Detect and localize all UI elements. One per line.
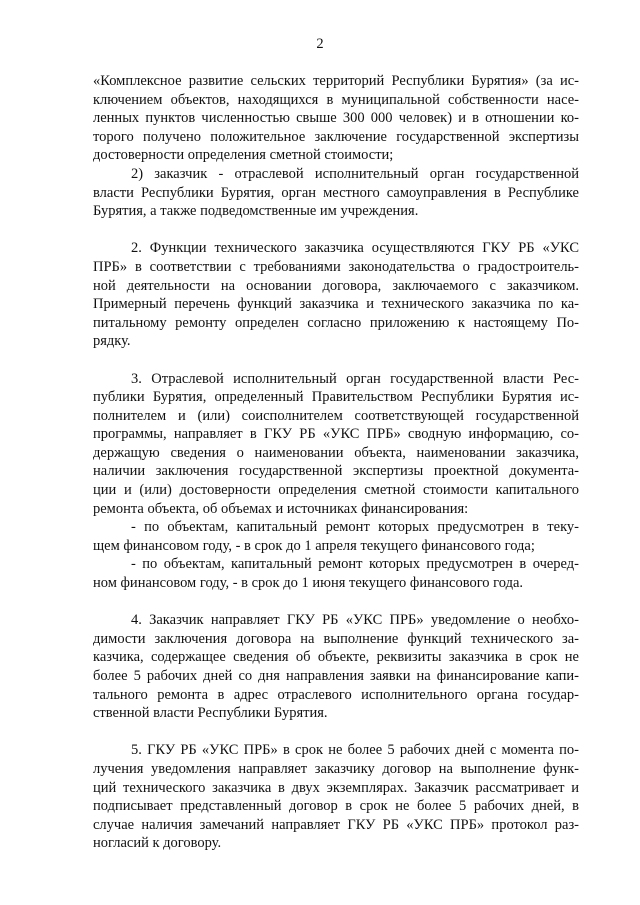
paragraph-gap: [93, 221, 579, 240]
text-line: случае наличия замечаний направляет ГКУ РБ «УКС ПРБ» протокол раз-: [93, 816, 579, 833]
text-line: ключением объектов, находящихся в муниципальной собственности насе-: [93, 91, 579, 108]
text-line: ций технического заказчика в двух экземплярах. Заказчик рассматривает и: [93, 779, 579, 796]
text-line: ремонта объекта, об объемах и источниках финансирования:: [93, 500, 469, 517]
text-line: достоверности определения сметной стоимости;: [93, 147, 394, 164]
text-line: 4. Заказчик направляет ГКУ РБ «УКС ПРБ» уведомление о необхо-: [131, 612, 579, 629]
text-line: «Комплексное развитие сельских территорий Республики Бурятия» (за ис-: [93, 73, 579, 89]
paragraph: [93, 370, 579, 519]
text-line: полнителем и (или) соисполнителем соответствующей государственной: [93, 407, 579, 424]
text-line: питальному ремонту определен согласно приложению к настоящему По-: [93, 314, 579, 331]
text-line: наличии заключения государственной экспертизы проектной документа-: [93, 463, 579, 480]
paragraph-gap: [93, 593, 579, 612]
text-line: власти Республики Бурятия, орган местного самоуправления в Республике: [93, 184, 579, 201]
text-line: Примерный перечень функций заказчика и технического заказчика по ка-: [93, 296, 579, 313]
paragraph: [93, 72, 579, 165]
text-line: торого получено положительное заключение государственной экспертизы: [93, 128, 579, 145]
page-number: 2: [316, 36, 324, 52]
document-body: [93, 72, 579, 853]
paragraph-gap: [93, 723, 579, 742]
text-line: щем финансовом году, - в срок до 1 апреля текущего финансового года;: [93, 537, 535, 554]
text-line: подписывает представленный договор в срок не более 5 рабочих дней, в: [93, 798, 579, 815]
text-line: рядку.: [93, 333, 131, 350]
text-line: 3. Отраслевой исполнительный орган государственной власти Рес-: [131, 370, 579, 387]
text-line: ственной власти Республики Бурятия.: [93, 705, 328, 722]
text-line: Бурятия, а также подведомственные им учреждения.: [93, 203, 419, 220]
text-line: ной деятельности на основании договора, заключаемого с заказчиком.: [93, 277, 579, 294]
paragraph: [93, 555, 579, 592]
paragraph: [93, 741, 579, 853]
text-line: казчика, содержащее сведения об объекте, реквизиты заказчика в срок не: [93, 649, 579, 666]
text-line: димости заключения договора на выполнение функций технического за-: [93, 630, 579, 647]
paragraph: [93, 239, 579, 351]
paragraph: [93, 518, 579, 555]
text-line: 2. Функции технического заказчика осуществляются ГКУ РБ «УКС: [131, 240, 579, 257]
text-line: тального ремонта в адрес отраслевого исполнительного органа государ-: [93, 686, 579, 703]
text-line: ленных пунктов численностью свыше 300 000 человек) и в отношении ко-: [93, 110, 579, 127]
paragraph-gap: [93, 351, 579, 370]
text-line: лучения уведомления направляет заказчику договор на выполнение функ-: [93, 760, 579, 777]
text-line: ном финансовом году, - в срок до 1 июня текущего финансового года.: [93, 575, 524, 592]
text-line: 2) заказчик - отраслевой исполнительный орган государственной: [131, 165, 579, 182]
paragraph: [93, 165, 579, 221]
text-line: ПРБ» в соответствии с требованиями законодательства о градостроитель-: [93, 258, 579, 275]
text-line: более 5 рабочих дней со дня направления заявки на финансирование капи-: [93, 668, 579, 684]
text-line: - по объектам, капитальный ремонт которых предусмотрен в очеред-: [131, 556, 579, 573]
text-line: ции и (или) достоверности определения сметной стоимости капитального: [93, 482, 579, 499]
text-line: ногласий к договору.: [93, 835, 222, 852]
paragraph: [93, 611, 579, 723]
text-line: 5. ГКУ РБ «УКС ПРБ» в срок не более 5 рабочих дней с момента по-: [131, 742, 579, 759]
text-line: - по объектам, капитальный ремонт которых предусмотрен в теку-: [131, 519, 579, 536]
text-line: держащую сведения о наименовании объекта, наименовании заказчика,: [93, 444, 579, 461]
text-line: публики Бурятия, определенный Правительством Республики Бурятия ис-: [93, 389, 579, 406]
text-line: программы, направляет в ГКУ РБ «УКС ПРБ» сводную информацию, со-: [93, 426, 579, 443]
